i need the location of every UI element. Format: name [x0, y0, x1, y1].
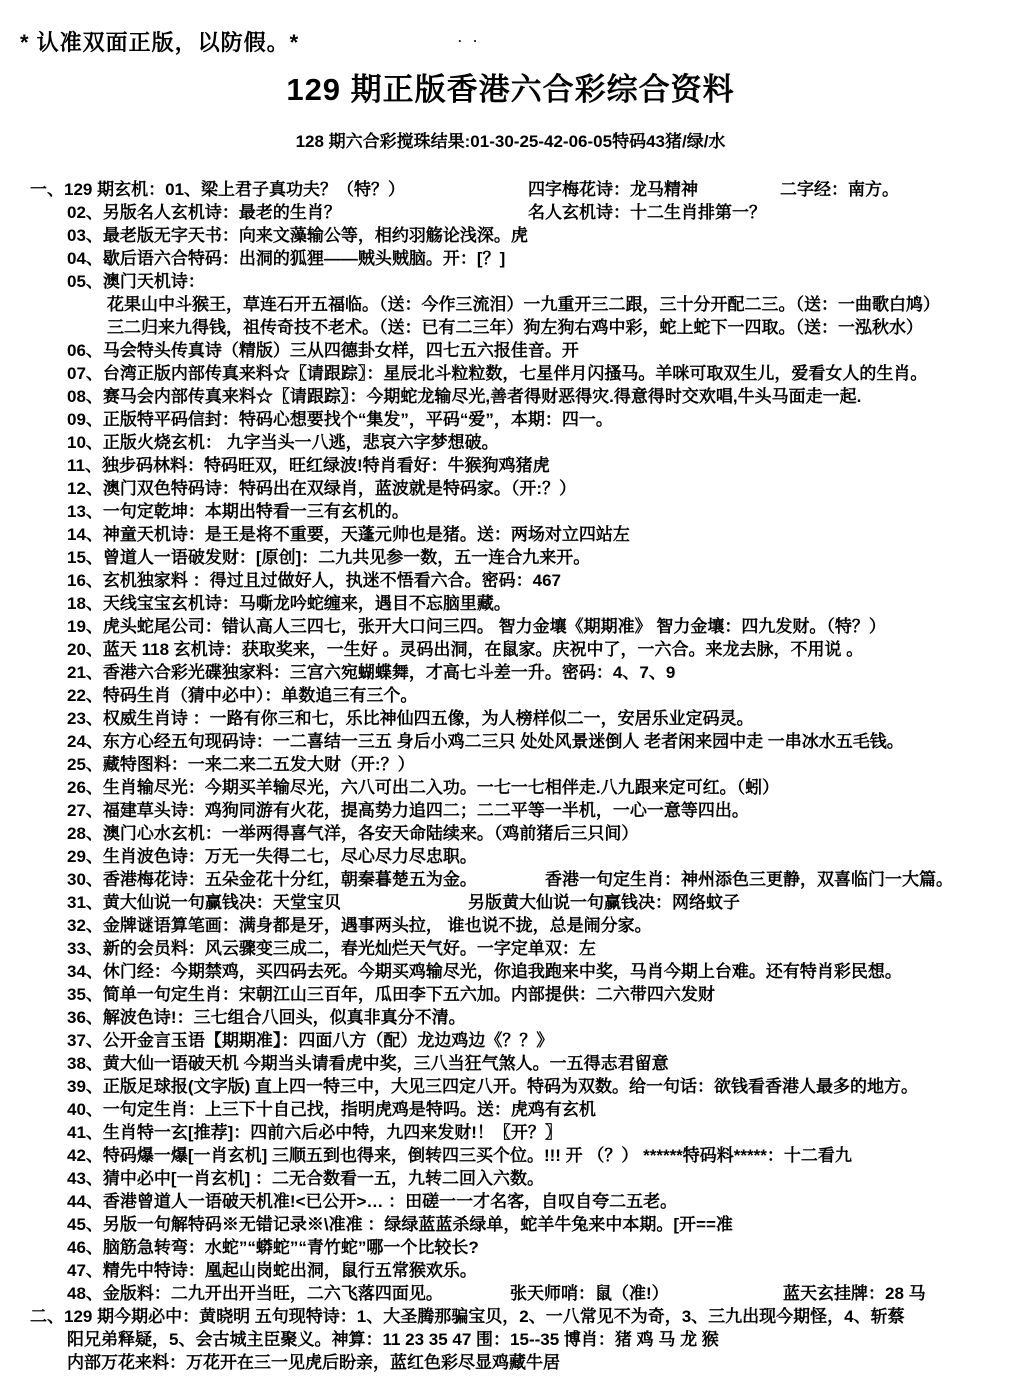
line-text: 40、一句定生肖：上三下十自己找，指明虎鸡是特吗。送：虎鸡有玄机: [67, 1100, 596, 1119]
body-line: [0, 247, 1021, 270]
line-text: 13、一句定乾坤：本期出特看一三有玄机的。: [67, 502, 409, 521]
line-text: 28、澳门心水玄机：一举两得喜气洋，各安天命陆续来。（鸡前猪后三只间）: [67, 824, 639, 843]
body-line: [0, 1121, 1021, 1144]
body-line: [0, 293, 1021, 316]
line-text: 46、脑筋急转弯：水蛇”“蟒蛇”“青竹蛇”哪一个比较长?: [67, 1238, 479, 1257]
line-text: 23、权威生肖诗 ：一路有你三和七，乐比神仙四五像，为人榜样似二一，安居乐业定码灵。: [67, 709, 754, 728]
body-line: [0, 1282, 1021, 1305]
line-text: 06、马会特头传真诗（精版）三从四德卦女样，四七五六报佳音。开: [67, 341, 579, 360]
line-text: 27、福建草头诗：鸡狗同游有火花，提高势力追四二；二二平等一半机，一心一意等四出。: [67, 801, 749, 820]
body-line: [0, 1075, 1021, 1098]
line-text: 二字经：南方。: [780, 180, 899, 199]
body-line: [0, 270, 1021, 293]
line-text: 35、简单一句定生肖：宋朝江山三百年，瓜田李下五六加。内部提供：二六带四六发财: [67, 985, 715, 1004]
line-text: 阳兄弟释疑，5、会古城主臣聚义。神算：11 23 35 47 围：15--35 博肖：猪 鸡 马 龙 猴: [67, 1330, 719, 1349]
body-line: [0, 661, 1021, 684]
line-text: 26、生肖输尽光：今期买羊输尽光，六八可出二入功。一七一七相伴走.八九跟来定可红。（蚓）: [67, 778, 780, 797]
line-text: 张天师哨：鼠（准!）: [510, 1284, 669, 1303]
line-text: 15、曾道人一语破发财：[原创]：二九共见参一数，五一连合九来开。: [67, 548, 591, 567]
body-line: [0, 1328, 1021, 1351]
body-line: [0, 477, 1021, 500]
line-text: 花果山中斗猴王，草连石开五福临。（送：今作三流泪）一九重开三二跟，三十分开配二三。（送：一曲歌白鸠）: [107, 295, 940, 314]
line-text: 02、另版名人玄机诗：最老的生肖？: [67, 203, 341, 222]
body-line: [0, 868, 1021, 891]
body-line: [0, 799, 1021, 822]
line-text: 42、特码爆一爆[一肖玄机] 三顺五到也得来，倒转四三买个位。!!! 开 （？） ******特码料*****：十二看九: [67, 1146, 852, 1165]
stray-print-dots: . .: [458, 30, 481, 45]
body-line: [0, 960, 1021, 983]
body-line: [0, 1190, 1021, 1213]
line-text: 09、正版特平码信封：特码心想要找个“集发”，平码“爱”，本期：四一。: [67, 410, 613, 429]
body-line: [0, 408, 1021, 431]
line-text: 22、特码生肖（猜中必中）：单数追三有三个。: [67, 686, 418, 705]
body-line: [0, 615, 1021, 638]
body-line: [0, 1098, 1021, 1121]
line-text: 10、正版火烧玄机： 九字当头一八逃，悲哀六字梦想破。: [67, 433, 499, 452]
body-line: [0, 1029, 1021, 1052]
line-text: 一、129 期玄机：01、梁上君子真功夫？（特？）: [30, 180, 405, 199]
body-text: [0, 178, 1021, 1374]
line-text: 24、东方心经五句现码诗：一二喜结一三五 身后小鸡二三只 处处风景迷倒人 老者闲来园中走 一串冰水五毛钱。: [67, 732, 904, 751]
line-text: 37、公开金言玉语【期期准】：四面八方（配）龙边鸡边《？？》: [67, 1031, 554, 1050]
authenticity-notice: * 认准双面正版，以防假。*: [20, 30, 300, 55]
line-text: 香港一句定生肖：神州添色三更静，双喜临门一大篇。: [545, 870, 953, 889]
line-text: 四字梅花诗：龙马精神: [528, 180, 698, 199]
body-line: [0, 776, 1021, 799]
line-text: 36、解波色诗!：三七组合八回头，似真非真分不清。: [67, 1008, 466, 1027]
line-text: 33、新的会员料：风云骤变三成二，春光灿烂天气好。一字定单双：左: [67, 939, 596, 958]
line-text: 08、赛马会内部传真来料☆〖请跟踪〗：今期蛇龙输尽光,善者得财恶得灾.得意得时交欢唱,牛头马面走一起.: [67, 387, 862, 406]
line-text: 47、精先中特诗：凰起山岗蛇出洞，鼠行五常猴欢乐。: [67, 1261, 477, 1280]
line-text: 32、金牌谜语算笔画：满身都是牙，遇事两头拉， 谁也说不拢，总是闹分家。: [67, 916, 652, 935]
body-line: [0, 454, 1021, 477]
line-text: 二、129 期今期必中：黄晓明 五句现特诗：1、大圣腾那骗宝贝，2、一八常见不为奇，3、三九出现今期怪，4、斩蔡: [30, 1307, 905, 1326]
body-line: [0, 1167, 1021, 1190]
line-text: 19、虎头蛇尾公司：错认高人三四七，张开大口问三四。 智力金壤《期期准》 智力金壤：四九发财。（特？）: [67, 617, 886, 636]
body-line: [0, 1305, 1021, 1328]
body-line: [0, 1259, 1021, 1282]
body-line: [0, 569, 1021, 592]
body-line: [0, 178, 1021, 201]
body-line: [0, 845, 1021, 868]
body-line: [0, 592, 1021, 615]
body-line: [0, 201, 1021, 224]
line-text: 05、澳门天机诗：: [67, 272, 205, 291]
body-line: [0, 339, 1021, 362]
body-line: [0, 684, 1021, 707]
line-text: 12、澳门双色特码诗：特码出在双绿肖，蓝波就是特码家。（开:？）: [67, 479, 577, 498]
line-text: 07、台湾正版内部传真来料☆〖请跟踪〗：星辰北斗粒粒数，七星伴月闪搔马。羊咪可取双生儿，爱看女人的生肖。: [67, 364, 928, 383]
body-line: [0, 891, 1021, 914]
previous-draw-result: 128 期六合彩搅珠结果:01-30-25-42-06-05特码43猪/绿/水: [295, 132, 726, 151]
line-text: 43、猜中必中[一肖玄机] ：二无合数看一五，九转二回入六数。: [67, 1169, 544, 1188]
body-line: [0, 638, 1021, 661]
body-line: [0, 316, 1021, 339]
body-line: [0, 730, 1021, 753]
body-line: [0, 362, 1021, 385]
line-text: 16、玄机独家料 ：得过且过做好人，执迷不悟看六合。密码：467: [67, 571, 561, 590]
body-line: [0, 1144, 1021, 1167]
body-line: [0, 546, 1021, 569]
line-text: 39、正版足球报(文字版) 直上四一特三中，大见三四定八开。特码为双数。给一句话：欲钱看香港人最多的地方。: [67, 1077, 918, 1096]
body-line: [0, 1213, 1021, 1236]
line-text: 48、金版料：二九开出开当旺，二六飞落四面见。: [67, 1284, 443, 1303]
line-text: 20、蓝天 118 玄机诗：获取奖来，一生好 。灵码出洞，在鼠家。庆祝中了，一六合。来龙去脉，不用说 。: [67, 640, 864, 659]
line-text: 三二归来九得钱，祖传奇技不老术。（送：已有二三年）狗左狗右鸡中彩，蛇上蛇下一四取。（送：一泓秋水）: [107, 318, 923, 337]
body-line: [0, 523, 1021, 546]
body-line: [0, 753, 1021, 776]
page-title: 129 期正版香港六合彩综合资料: [286, 72, 735, 107]
body-line: [0, 500, 1021, 523]
line-text: 18、天线宝宝玄机诗：马嘶龙吟蛇缠来，遇目不忘脑里藏。: [67, 594, 511, 613]
line-text: 04、歇后语六合特码：出洞的狐狸——贼头贼脑。开：[？]: [67, 249, 506, 268]
line-text: 30、香港梅花诗：五朵金花十分红，朝秦暮楚五为金。: [67, 870, 477, 889]
body-line: [0, 1052, 1021, 1075]
body-line: [0, 983, 1021, 1006]
body-line: [0, 1236, 1021, 1259]
body-line: [0, 937, 1021, 960]
body-line: [0, 1006, 1021, 1029]
line-text: 11、独步码林料：特码旺双，旺红绿波!特肖看好：牛猴狗鸡猪虎: [67, 456, 550, 475]
line-text: 45、另版一句解特码※无错记录※\准准 ：绿绿蓝蓝杀绿单，蛇羊牛兔来中本期。[开==准: [67, 1215, 733, 1234]
line-text: 38、黄大仙一语破天机 今期当头请看虎中奖，三八当狂气煞人。一五得志君留意: [67, 1054, 669, 1073]
body-line: [0, 1351, 1021, 1374]
line-text: 31、黄大仙说一句赢钱决：天堂宝贝: [67, 893, 341, 912]
line-text: 14、神童天机诗：是王是将不重要，天蓬元帅也是猪。送：两场对立四站左: [67, 525, 630, 544]
line-text: 03、最老版无字天书：向来文藻输公等，相约羽觞论浅深。虎: [67, 226, 528, 245]
line-text: 内部万花来料：万花开在三一见虎后盼亲，蓝红色彩尽显鸡藏牛居: [67, 1353, 560, 1372]
line-text: 44、香港曾道人一语破天机准!<已公开>… ：田磋一一才名客，自叹自夸二五老。: [67, 1192, 678, 1211]
body-line: [0, 224, 1021, 247]
line-text: 21、香港六合彩光碟独家料：三宫六宛蝴蝶舞，才高七斗差一升。密码：4、7、9: [67, 663, 676, 682]
line-text: 另版黄大仙说一句赢钱决：网络蚊子: [468, 893, 740, 912]
line-text: 34、休门经：今期禁鸡，买四码去死。今期买鸡输尽光，你追我跑来中奖，马肖今期上台难。还有特肖彩民想。: [67, 962, 902, 981]
line-text: 名人玄机诗：十二生肖排第一？: [528, 203, 766, 222]
body-line: [0, 707, 1021, 730]
body-line: [0, 385, 1021, 408]
line-text: 25、藏特图料：一来二来二五发大财（开:？）: [67, 755, 415, 774]
line-text: 29、生肖波色诗：万无一失得二七，尽心尽力尽忠职。: [67, 847, 477, 866]
body-line: [0, 822, 1021, 845]
line-text: 蓝天玄挂牌：28 马: [783, 1284, 926, 1303]
body-line: [0, 914, 1021, 937]
body-line: [0, 431, 1021, 454]
line-text: 41、生肖特一玄[推荐]：四前六后必中特，九四来发财!！〖开？〗: [67, 1123, 562, 1142]
